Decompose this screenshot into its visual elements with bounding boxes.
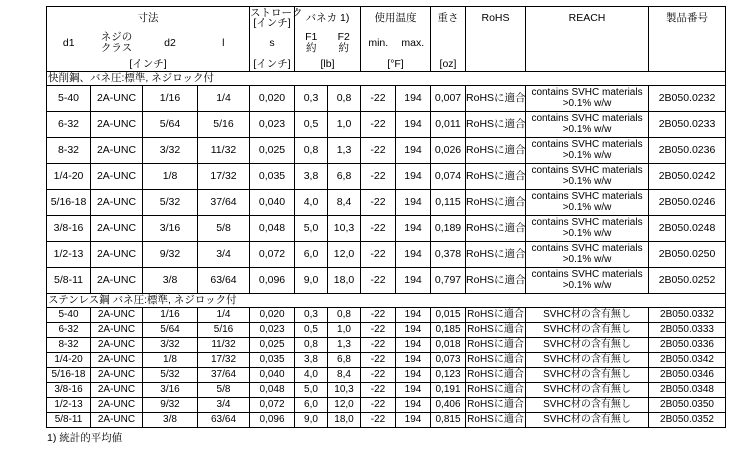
section-title: 快削鋼、バネ圧:標準, ネジロック付 xyxy=(47,72,726,86)
cell-s: 0,020 xyxy=(250,308,295,323)
table-row xyxy=(47,242,726,268)
cell-d2: 5/64 xyxy=(143,112,198,138)
header-weight-blank xyxy=(431,29,466,57)
cell-min: -22 xyxy=(361,242,396,268)
header-row-1 xyxy=(47,7,726,30)
header-l: l xyxy=(198,29,250,57)
cell-l: 17/32 xyxy=(198,353,250,368)
cell-max: 194 xyxy=(396,86,431,112)
table-row xyxy=(47,216,726,242)
cell-d2: 9/32 xyxy=(143,242,198,268)
header-d2: d2 xyxy=(164,36,176,49)
table-row xyxy=(47,112,726,138)
cell-l: 5/8 xyxy=(198,216,250,242)
cell-pn: 2B050.0246 xyxy=(649,190,726,216)
cell-cls: 2A-UNC xyxy=(91,383,143,398)
cell-l: 37/64 xyxy=(198,368,250,383)
cell-max: 194 xyxy=(396,308,431,323)
spec-table xyxy=(46,6,726,428)
cell-f1: 0,8 xyxy=(295,338,328,353)
cell-f2: 1,0 xyxy=(328,112,361,138)
cell-rohs: RoHSに適合 xyxy=(466,353,526,368)
header-d1: d1 xyxy=(47,29,91,57)
cell-s: 0,072 xyxy=(250,242,295,268)
cell-min: -22 xyxy=(361,323,396,338)
cell-reach: SVHC材の含有無し xyxy=(526,338,649,353)
cell-d2: 3/16 xyxy=(143,216,198,242)
header-part-no: 製品番号 xyxy=(649,7,726,72)
cell-cls: 2A-UNC xyxy=(91,216,143,242)
cell-rohs: RoHSに適合 xyxy=(466,138,526,164)
cell-l: 63/64 xyxy=(198,413,250,428)
cell-d2: 3/8 xyxy=(143,413,198,428)
cell-s: 0,023 xyxy=(250,323,295,338)
cell-rohs: RoHSに適合 xyxy=(466,338,526,353)
cell-d1: 5/16-18 xyxy=(47,190,91,216)
cell-s: 0,048 xyxy=(250,216,295,242)
cell-s: 0,025 xyxy=(250,138,295,164)
cell-cls: 2A-UNC xyxy=(91,353,143,368)
cell-d2: 1/16 xyxy=(143,86,198,112)
cell-pn: 2B050.0352 xyxy=(649,413,726,428)
cell-d2: 1/8 xyxy=(143,164,198,190)
cell-min: -22 xyxy=(361,112,396,138)
cell-max: 194 xyxy=(396,216,431,242)
cell-reach: SVHC材の含有無し xyxy=(526,308,649,323)
cell-pn: 2B050.0348 xyxy=(649,383,726,398)
cell-d1: 1/4-20 xyxy=(47,353,91,368)
cell-d1: 6-32 xyxy=(47,323,91,338)
cell-l: 3/4 xyxy=(198,398,250,413)
cell-min: -22 xyxy=(361,398,396,413)
cell-f1: 5,0 xyxy=(295,383,328,398)
cell-reach: SVHC材の含有無し xyxy=(526,383,649,398)
cell-s: 0,096 xyxy=(250,268,295,294)
section1-title-row xyxy=(47,72,726,86)
cell-max: 194 xyxy=(396,413,431,428)
cell-l: 11/32 xyxy=(198,338,250,353)
cell-d2: 5/32 xyxy=(143,190,198,216)
cell-rohs: RoHSに適合 xyxy=(466,413,526,428)
cell-max: 194 xyxy=(396,383,431,398)
cell-d2: 1/16 xyxy=(143,308,198,323)
cell-cls: 2A-UNC xyxy=(91,308,143,323)
cell-s: 0,035 xyxy=(250,353,295,368)
cell-min: -22 xyxy=(361,308,396,323)
table-row xyxy=(47,190,726,216)
cell-reach: contains SVHC materials >0.1% w/w xyxy=(526,112,649,138)
cell-cls: 2A-UNC xyxy=(91,338,143,353)
cell-l: 5/8 xyxy=(198,383,250,398)
cell-w: 0,797 xyxy=(431,268,466,294)
cell-f1: 3,8 xyxy=(295,353,328,368)
cell-l: 1/4 xyxy=(198,308,250,323)
cell-f2: 18,0 xyxy=(328,413,361,428)
cell-cls: 2A-UNC xyxy=(91,86,143,112)
cell-rohs: RoHSに適合 xyxy=(466,112,526,138)
cell-f2: 6,8 xyxy=(328,353,361,368)
cell-reach: contains SVHC materials >0.1% w/w xyxy=(526,216,649,242)
cell-reach: contains SVHC materials >0.1% w/w xyxy=(526,190,649,216)
cell-l: 37/64 xyxy=(198,190,250,216)
cell-f1: 6,0 xyxy=(295,242,328,268)
cell-f1: 0,8 xyxy=(295,138,328,164)
cell-f2: 8,4 xyxy=(328,368,361,383)
table-row xyxy=(47,353,726,368)
cell-l: 17/32 xyxy=(198,164,250,190)
cell-w: 0,123 xyxy=(431,368,466,383)
cell-pn: 2B050.0333 xyxy=(649,323,726,338)
cell-f2: 0,8 xyxy=(328,86,361,112)
cell-max: 194 xyxy=(396,112,431,138)
cell-pn: 2B050.0242 xyxy=(649,164,726,190)
cell-s: 0,072 xyxy=(250,398,295,413)
cell-s: 0,096 xyxy=(250,413,295,428)
cell-pn: 2B050.0332 xyxy=(649,308,726,323)
cell-cls: 2A-UNC xyxy=(91,164,143,190)
cell-d1: 3/8-16 xyxy=(47,216,91,242)
table-row xyxy=(47,338,726,353)
cell-cls: 2A-UNC xyxy=(91,242,143,268)
cell-rohs: RoHSに適合 xyxy=(466,268,526,294)
cell-rohs: RoHSに適合 xyxy=(466,216,526,242)
cell-d1: 5/16-18 xyxy=(47,368,91,383)
cell-max: 194 xyxy=(396,242,431,268)
cell-d2: 5/32 xyxy=(143,368,198,383)
cell-rohs: RoHSに適合 xyxy=(466,190,526,216)
cell-w: 0,011 xyxy=(431,112,466,138)
cell-reach: contains SVHC materials >0.1% w/w xyxy=(526,242,649,268)
cell-max: 194 xyxy=(396,338,431,353)
cell-pn: 2B050.0236 xyxy=(649,138,726,164)
header-spring-force: バネカ 1) xyxy=(295,7,361,30)
cell-max: 194 xyxy=(396,323,431,338)
cell-pn: 2B050.0248 xyxy=(649,216,726,242)
cell-reach: SVHC材の含有無し xyxy=(526,413,649,428)
cell-min: -22 xyxy=(361,216,396,242)
cell-d1: 8-32 xyxy=(47,338,91,353)
header-f1: F1 約 xyxy=(295,29,328,57)
cell-max: 194 xyxy=(396,190,431,216)
cell-d2: 3/32 xyxy=(143,138,198,164)
cell-cls: 2A-UNC xyxy=(91,268,143,294)
cell-w: 0,191 xyxy=(431,383,466,398)
section-title: ステンレス鋼 バネ圧:標準, ネジロック付 xyxy=(47,294,726,308)
header-dimensions: 寸法 xyxy=(47,7,250,30)
spec-table-container xyxy=(46,6,725,428)
cell-f1: 6,0 xyxy=(295,398,328,413)
cell-reach: SVHC材の含有無し xyxy=(526,398,649,413)
cell-f1: 4,0 xyxy=(295,368,328,383)
cell-f1: 3,8 xyxy=(295,164,328,190)
cell-max: 194 xyxy=(396,398,431,413)
cell-reach: SVHC材の含有無し xyxy=(526,353,649,368)
cell-reach: SVHC材の含有無し xyxy=(526,323,649,338)
cell-s: 0,040 xyxy=(250,368,295,383)
cell-w: 0,189 xyxy=(431,216,466,242)
cell-d1: 1/2-13 xyxy=(47,242,91,268)
header-unit-inch: [インチ] xyxy=(47,57,250,72)
cell-w: 0,115 xyxy=(431,190,466,216)
cell-f2: 1,3 xyxy=(328,138,361,164)
cell-cls: 2A-UNC xyxy=(91,413,143,428)
cell-f1: 9,0 xyxy=(295,413,328,428)
cell-reach: contains SVHC materials >0.1% w/w xyxy=(526,164,649,190)
cell-cls: 2A-UNC xyxy=(91,323,143,338)
cell-reach: contains SVHC materials >0.1% w/w xyxy=(526,138,649,164)
header-f2: F2 約 xyxy=(328,29,361,57)
cell-rohs: RoHSに適合 xyxy=(466,398,526,413)
cell-pn: 2B050.0232 xyxy=(649,86,726,112)
table-row xyxy=(47,138,726,164)
header-s: s xyxy=(250,29,295,57)
cell-max: 194 xyxy=(396,268,431,294)
cell-w: 0,815 xyxy=(431,413,466,428)
cell-d1: 1/4-20 xyxy=(47,164,91,190)
cell-l: 5/16 xyxy=(198,112,250,138)
header-rohs: RoHS xyxy=(466,7,526,72)
cell-reach: SVHC材の含有無し xyxy=(526,368,649,383)
cell-rohs: RoHSに適合 xyxy=(466,383,526,398)
header-unit-f: [°F] xyxy=(361,57,431,72)
cell-f1: 0,5 xyxy=(295,323,328,338)
cell-min: -22 xyxy=(361,86,396,112)
cell-f1: 4,0 xyxy=(295,190,328,216)
cell-max: 194 xyxy=(396,164,431,190)
cell-d1: 5-40 xyxy=(47,308,91,323)
cell-d2: 3/8 xyxy=(143,268,198,294)
cell-d2: 3/16 xyxy=(143,383,198,398)
table-row xyxy=(47,383,726,398)
cell-reach: contains SVHC materials >0.1% w/w xyxy=(526,268,649,294)
cell-w: 0,185 xyxy=(431,323,466,338)
cell-rohs: RoHSに適合 xyxy=(466,308,526,323)
cell-min: -22 xyxy=(361,353,396,368)
cell-f2: 12,0 xyxy=(328,398,361,413)
table-row xyxy=(47,86,726,112)
table-row xyxy=(47,398,726,413)
cell-f2: 1,0 xyxy=(328,323,361,338)
cell-min: -22 xyxy=(361,338,396,353)
cell-s: 0,025 xyxy=(250,338,295,353)
header-temp: 使用温度 xyxy=(361,7,431,30)
cell-s: 0,020 xyxy=(250,86,295,112)
cell-pn: 2B050.0350 xyxy=(649,398,726,413)
cell-d1: 5/8-11 xyxy=(47,268,91,294)
footnote: 1) 統計的平均値 xyxy=(47,432,123,444)
cell-w: 0,015 xyxy=(431,308,466,323)
cell-w: 0,018 xyxy=(431,338,466,353)
cell-d1: 8-32 xyxy=(47,138,91,164)
table-row xyxy=(47,368,726,383)
cell-pn: 2B050.0336 xyxy=(649,338,726,353)
cell-rohs: RoHSに適合 xyxy=(466,242,526,268)
cell-f2: 12,0 xyxy=(328,242,361,268)
cell-f2: 0,8 xyxy=(328,308,361,323)
cell-min: -22 xyxy=(361,138,396,164)
header-reach: REACH xyxy=(526,7,649,72)
cell-d1: 5/8-11 xyxy=(47,413,91,428)
header-weight: 重さ xyxy=(431,7,466,30)
cell-cls: 2A-UNC xyxy=(91,368,143,383)
header-unit-oz: [oz] xyxy=(431,57,466,72)
cell-min: -22 xyxy=(361,368,396,383)
cell-s: 0,040 xyxy=(250,190,295,216)
cell-s: 0,023 xyxy=(250,112,295,138)
cell-rohs: RoHSに適合 xyxy=(466,368,526,383)
cell-l: 5/16 xyxy=(198,323,250,338)
cell-f2: 1,3 xyxy=(328,338,361,353)
cell-cls: 2A-UNC xyxy=(91,112,143,138)
cell-l: 63/64 xyxy=(198,268,250,294)
cell-w: 0,007 xyxy=(431,86,466,112)
table-row xyxy=(47,308,726,323)
header-max: max. xyxy=(396,29,431,57)
cell-d2: 9/32 xyxy=(143,398,198,413)
cell-min: -22 xyxy=(361,190,396,216)
cell-f2: 18,0 xyxy=(328,268,361,294)
cell-rohs: RoHSに適合 xyxy=(466,86,526,112)
header-min: min. xyxy=(361,29,396,57)
cell-max: 194 xyxy=(396,353,431,368)
section2-title-row xyxy=(47,294,726,308)
cell-d2: 1/8 xyxy=(143,353,198,368)
cell-w: 0,378 xyxy=(431,242,466,268)
cell-rohs: RoHSに適合 xyxy=(466,323,526,338)
cell-f1: 9,0 xyxy=(295,268,328,294)
cell-d2: 5/64 xyxy=(143,323,198,338)
cell-cls: 2A-UNC xyxy=(91,138,143,164)
cell-w: 0,406 xyxy=(431,398,466,413)
cell-pn: 2B050.0342 xyxy=(649,353,726,368)
cell-d2: 3/32 xyxy=(143,338,198,353)
cell-l: 1/4 xyxy=(198,86,250,112)
cell-pn: 2B050.0346 xyxy=(649,368,726,383)
table-row xyxy=(47,268,726,294)
cell-f2: 8,4 xyxy=(328,190,361,216)
cell-l: 3/4 xyxy=(198,242,250,268)
header-unit-lb: [lb] xyxy=(295,57,361,72)
cell-min: -22 xyxy=(361,268,396,294)
table-row xyxy=(47,164,726,190)
cell-f2: 6,8 xyxy=(328,164,361,190)
cell-f1: 0,3 xyxy=(295,86,328,112)
cell-d1: 6-32 xyxy=(47,112,91,138)
cell-s: 0,048 xyxy=(250,383,295,398)
cell-min: -22 xyxy=(361,383,396,398)
cell-f1: 5,0 xyxy=(295,216,328,242)
cell-w: 0,074 xyxy=(431,164,466,190)
cell-pn: 2B050.0233 xyxy=(649,112,726,138)
header-thread-class: ネジの クラス xyxy=(100,31,133,54)
cell-pn: 2B050.0250 xyxy=(649,242,726,268)
cell-s: 0,035 xyxy=(250,164,295,190)
cell-cls: 2A-UNC xyxy=(91,398,143,413)
header-stroke: ストローク [インチ] xyxy=(250,7,303,29)
cell-d1: 1/2-13 xyxy=(47,398,91,413)
cell-d1: 3/8-16 xyxy=(47,383,91,398)
cell-reach: contains SVHC materials >0.1% w/w xyxy=(526,86,649,112)
cell-max: 194 xyxy=(396,368,431,383)
cell-f2: 10,3 xyxy=(328,383,361,398)
cell-max: 194 xyxy=(396,138,431,164)
cell-cls: 2A-UNC xyxy=(91,190,143,216)
cell-min: -22 xyxy=(361,164,396,190)
cell-d1: 5-40 xyxy=(47,86,91,112)
cell-l: 11/32 xyxy=(198,138,250,164)
cell-w: 0,073 xyxy=(431,353,466,368)
cell-w: 0,026 xyxy=(431,138,466,164)
cell-f1: 0,5 xyxy=(295,112,328,138)
cell-min: -22 xyxy=(361,413,396,428)
table-row xyxy=(47,413,726,428)
table-row xyxy=(47,323,726,338)
cell-f1: 0,3 xyxy=(295,308,328,323)
cell-rohs: RoHSに適合 xyxy=(466,164,526,190)
header-unit-inch-2: [インチ] xyxy=(250,57,295,72)
cell-f2: 10,3 xyxy=(328,216,361,242)
cell-pn: 2B050.0252 xyxy=(649,268,726,294)
